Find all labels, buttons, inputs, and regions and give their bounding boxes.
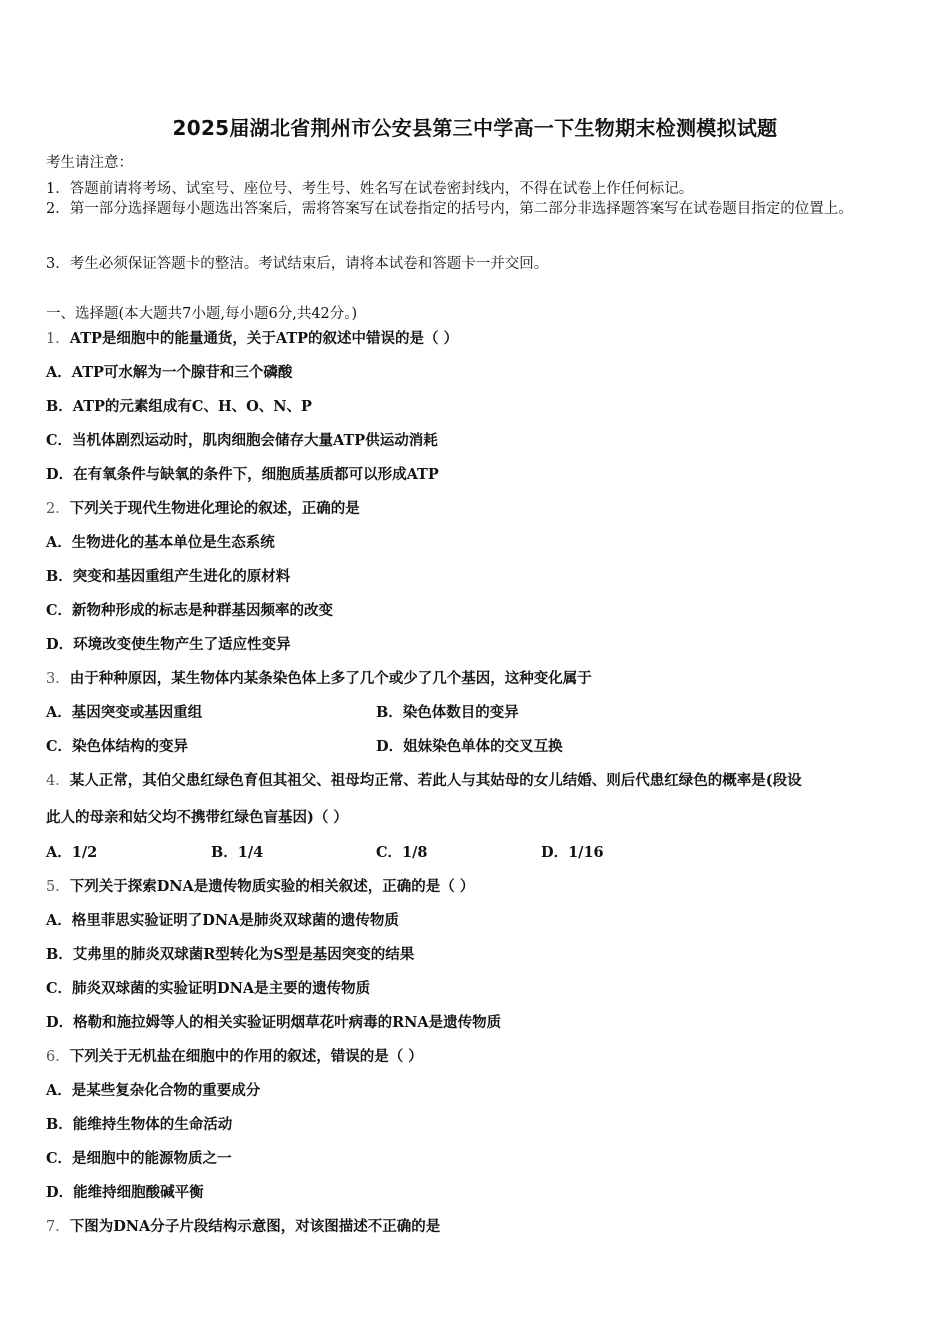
question-text: 下列关于无机盐在细胞中的作用的叙述，错误的是（ ） [69,1048,423,1065]
option-2a: A．生物进化的基本单位是生态系统 [46,534,275,551]
question-1 [46,327,458,348]
question-text: 由于种种原因，某生物体内某条染色体上多了几个或少了几个基因，这种变化属于 [69,670,592,687]
notice-item-3: 3．考生必须保证答题卡的整洁。考试结束后，请将本试卷和答题卡一并交回。 [46,256,549,272]
question-5 [46,875,474,896]
page-title: 2025届湖北省荆州市公安县第三中学高一下生物期末检测模拟试题 [172,116,778,140]
question-number: 2． [46,501,70,517]
option-3c: C．染色体结构的变异 [46,738,189,755]
question-4-continued [46,806,348,827]
question-number: 4． [46,773,70,789]
option-2d: D．环境改变使生物产生了适应性变异 [46,636,291,653]
option-6a: A．是某些复杂化合物的重要成分 [46,1082,261,1099]
option-6b: B．能维持生物体的生命活动 [46,1116,233,1133]
notice-item-2: 2．第一部分选择题每小题选出答案后，需将答案写在试卷指定的括号内，第二部分非选择题答案写在试卷题目指定的位置上。 [46,201,853,217]
question-number: 6． [46,1049,70,1065]
option-2b: B．突变和基因重组产生进化的原材料 [46,568,291,585]
question-number: 1． [46,331,70,347]
notice-header: 考生请注意： [46,155,133,171]
option-5b: B．艾弗里的肺炎双球菌R型转化为S型是基因突变的结果 [46,946,415,963]
option-1a: A．ATP可水解为一个腺苷和三个磷酸 [46,364,293,381]
option-6c: C．是细胞中的能源物质之一 [46,1150,232,1167]
question-4 [46,769,802,790]
question-number: 3． [46,671,70,687]
question-text: 某人正常，其伯父患红绿色育但其祖父、祖母均正常、若此人与其姑母的女儿结婚、则后代患红绿色的概率是(段设 [69,772,802,789]
option-4b: B．1/4 [211,844,264,861]
question-3 [46,667,592,688]
option-5d: D．格勒和施拉姆等人的相关实验证明烟草花叶病毒的RNA是遗传物质 [46,1014,502,1031]
question-7 [46,1215,440,1236]
option-1d: D．在有氧条件与缺氧的条件下，细胞质基质都可以形成ATP [46,466,439,483]
option-4c: C．1/8 [376,844,428,861]
option-4a: A．1/2 [46,844,98,861]
option-1c: C．当机体剧烈运动时，肌肉细胞会储存大量ATP供运动消耗 [46,432,438,449]
option-3d: D．姐妹染色单体的交叉互换 [376,738,563,755]
question-6 [46,1045,423,1066]
question-text: 下列关于现代生物进化理论的叙述，正确的是 [69,500,360,517]
question-text: ATP是细胞中的能量通货，关于ATP的叙述中错误的是（ ） [69,330,459,347]
option-1b: B．ATP的元素组成有C、H、O、N、P [46,398,312,415]
question-text: 下列关于探索DNA是遗传物质实验的相关叙述，正确的是（ ） [69,878,475,895]
option-3a: A．基因突变或基因重组 [46,704,203,721]
option-2c: C．新物种形成的标志是种群基因频率的改变 [46,602,334,619]
option-5c: C．肺炎双球菌的实验证明DNA是主要的遗传物质 [46,980,371,997]
question-text: 下图为DNA分子片段结构示意图，对该图描述不正确的是 [69,1218,441,1235]
question-2 [46,497,360,518]
notice-item-1: 1．答题前请将考场、试室号、座位号、考生号、姓名写在试卷密封线内，不得在试卷上作任何标记。 [46,181,694,197]
option-4d: D．1/16 [541,844,604,861]
option-5a: A．格里菲思实验证明了DNA是肺炎双球菌的遗传物质 [46,912,399,929]
question-number: 5． [46,879,70,895]
question-number: 7． [46,1219,70,1235]
question-text-continued: 此人的母亲和姑父均不携带红绿色盲基因)（ ） [46,809,348,826]
section-heading: 一、选择题(本大题共7小题,每小题6分,共42分。) [46,306,358,322]
option-6d: D．能维持细胞酸碱平衡 [46,1184,204,1201]
option-3b: B．染色体数目的变异 [376,704,519,721]
